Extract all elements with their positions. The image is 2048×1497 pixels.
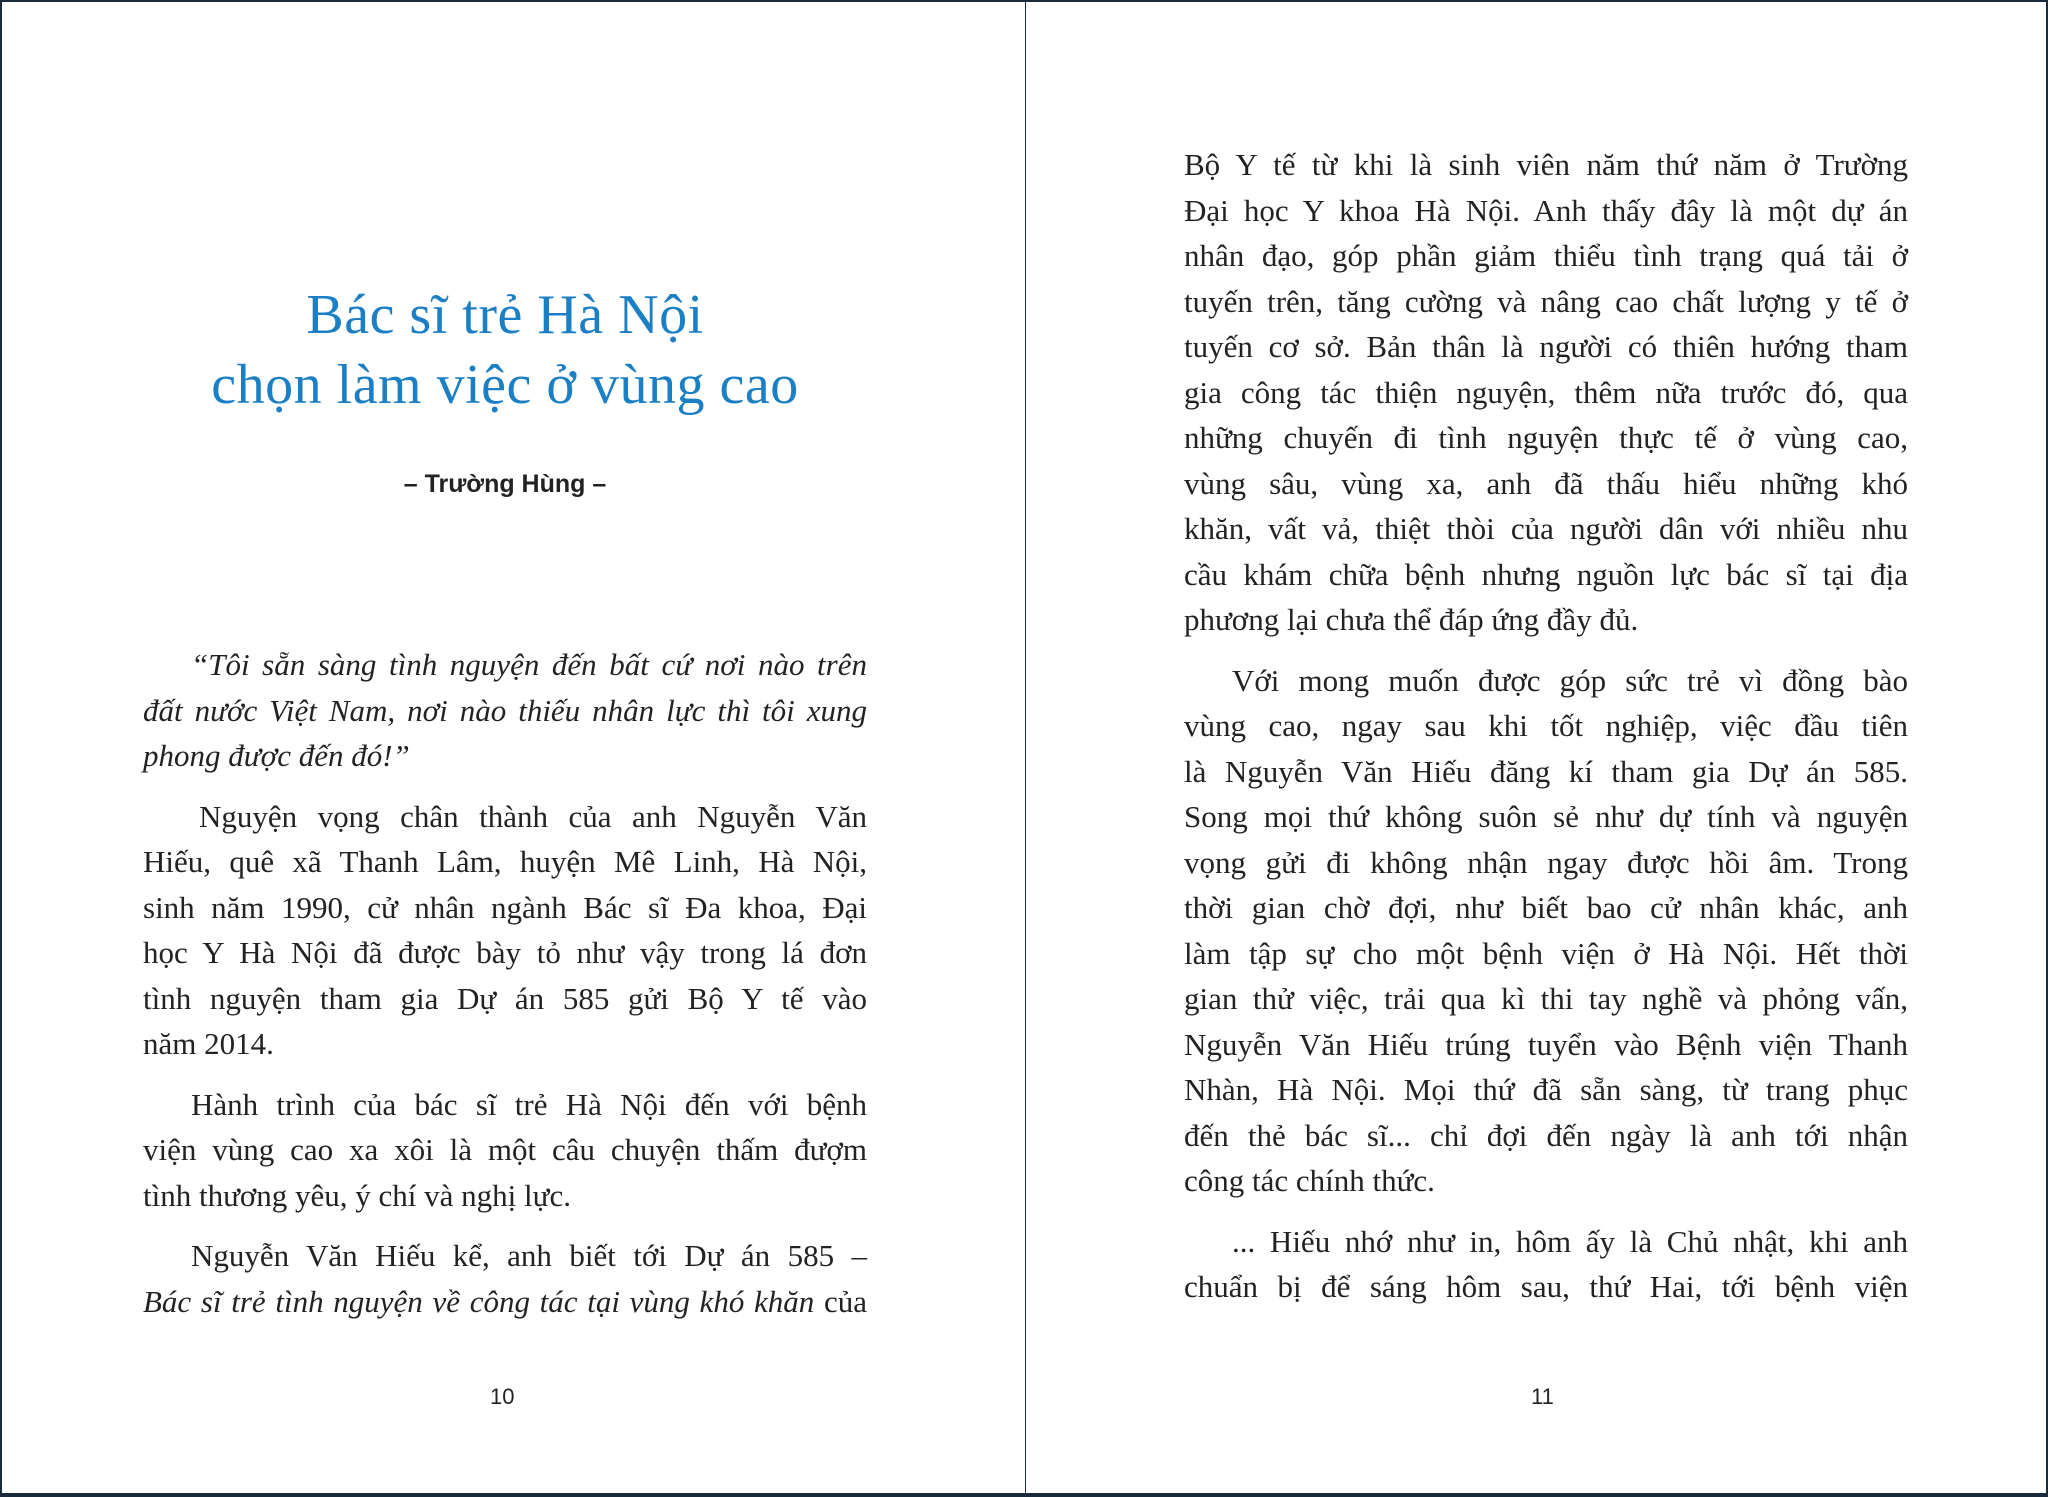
text-line: vùng sâu, vùng xa, anh đã thấu hiểu những khó xyxy=(1184,465,1908,501)
paragraph xyxy=(143,1082,867,1219)
quote-line: đất nước Việt Nam, nơi nào thiếu nhân lực thì tôi xung xyxy=(143,692,867,728)
project-name-italic: Bác sĩ trẻ tình nguyện về công tác tại vùng khó khăn xyxy=(143,1283,815,1319)
text-line: Song mọi thứ không suôn sẻ như dự tính và nguyện xyxy=(1184,799,1908,834)
text-line: khăn, vất vả, thiệt thòi của người dân với nhiều nhu xyxy=(1184,511,1908,546)
text-line: ... Hiếu nhớ như in, hôm ấy là Chủ nhật, khi anh xyxy=(1232,1223,1908,1259)
text-line: chuẩn bị để sáng hôm sau, thứ Hai, tới bệnh viện xyxy=(1184,1269,1908,1304)
text-line: Với mong muốn được góp sức trẻ vì đồng bào xyxy=(1232,662,1908,698)
text-line: công tác chính thức. xyxy=(1184,1163,1435,1198)
text-line-mixed xyxy=(143,1279,867,1325)
text-line: Hiếu, quê xã Thanh Lâm, huyện Mê Linh, Hà Nội, xyxy=(143,844,867,879)
quote-line: phong được đến đó!” xyxy=(143,738,410,773)
text-line: Đại học Y khoa Hà Nội. Anh thấy đây là một dự án xyxy=(1184,192,1908,228)
text-line: sinh năm 1990, cử nhân ngành Bác sĩ Đa khoa, Đại xyxy=(143,889,867,925)
text-line: đến thẻ bác sĩ... chỉ đợi đến ngày là anh tới nhận xyxy=(1184,1117,1908,1153)
page-number: 11 xyxy=(1531,1384,1554,1409)
left-page xyxy=(2,2,1025,1497)
text-line: Nguyện vọng chân thành của anh Nguyễn Văn xyxy=(199,798,867,834)
author-byline: – Trường Hùng – xyxy=(403,470,607,498)
text-line: học Y Hà Nội đã được bày tỏ như vậy trong lá đơn xyxy=(143,935,867,970)
text-line: Hành trình của bác sĩ trẻ Hà Nội đến với bệnh xyxy=(191,1086,867,1122)
text-line: là Nguyễn Văn Hiếu đăng kí tham gia Dự án 585. xyxy=(1184,753,1908,789)
paragraph xyxy=(143,794,867,1067)
text-line: những chuyến đi tình nguyện thực tế ở vùng cao, xyxy=(1184,420,1908,455)
paragraph xyxy=(143,1233,867,1324)
left-body-text xyxy=(143,642,867,1339)
text-line: thời gian chờ đợi, như biết bao cử nhân khác, anh xyxy=(1184,890,1908,925)
text-line: gia công tác thiện nguyện, thêm nữa trước đó, qua xyxy=(1184,374,1908,410)
opening-quote xyxy=(143,642,867,779)
title-line-1: Bác sĩ trẻ Hà Nội xyxy=(306,284,704,346)
text-line: vọng gửi đi không nhận ngay được hồi âm. Trong xyxy=(1184,844,1908,880)
text-line: nhân đạo, góp phần giảm thiểu tình trạng quá tải ở xyxy=(1184,238,1908,273)
text-line: viện vùng cao xa xôi là một câu chuyện thấm đượm xyxy=(143,1132,867,1167)
text-line: vùng cao, ngay sau khi tốt nghiệp, việc đầu tiên xyxy=(1184,708,1908,743)
right-body-text xyxy=(1184,142,1908,1325)
text-line: tình nguyện tham gia Dự án 585 gửi Bộ Y tế vào xyxy=(143,980,867,1016)
chapter-title xyxy=(142,280,868,420)
text-line: làm tập sự cho một bệnh viện ở Hà Nội. Hết thời xyxy=(1184,935,1908,971)
page-number: 10 xyxy=(490,1384,515,1409)
text-line: Nguyễn Văn Hiếu trúng tuyển vào Bệnh viện Thanh xyxy=(1184,1026,1908,1062)
text-line: phương lại chưa thể đáp ứng đầy đủ. xyxy=(1184,602,1639,637)
text-line: gian thử việc, trải qua kì thi tay nghề và phỏng vấn, xyxy=(1184,981,1908,1016)
text-line: năm 2014. xyxy=(143,1026,274,1061)
text-line: tuyến cơ sở. Bản thân là người có thiên hướng tham xyxy=(1184,329,1908,364)
text-line: Nguyễn Văn Hiếu kể, anh biết tới Dự án 585 – xyxy=(191,1238,867,1273)
right-page xyxy=(1026,2,2048,1497)
text-line: tình thương yêu, ý chí và nghị lực. xyxy=(143,1177,571,1213)
title-line-2: chọn làm việc ở vùng cao xyxy=(211,354,799,416)
quote-line: “Tôi sẵn sàng tình nguyện đến bất cứ nơi nào trên xyxy=(191,647,867,682)
text-line: tuyến trên, tăng cường và nâng cao chất lượng y tế ở xyxy=(1184,283,1908,319)
text-fragment: của xyxy=(814,1283,867,1319)
paragraph xyxy=(1184,1219,1908,1310)
text-line: Bộ Y tế từ khi là sinh viên năm thứ năm ở Trường xyxy=(1184,147,1908,182)
text-line: cầu khám chữa bệnh nhưng nguồn lực bác sĩ tại địa xyxy=(1184,556,1908,592)
paragraph xyxy=(1184,142,1908,643)
paragraph xyxy=(1184,658,1908,1204)
text-line: Nhàn, Hà Nội. Mọi thứ đã sẵn sàng, từ trang phục xyxy=(1184,1072,1908,1107)
